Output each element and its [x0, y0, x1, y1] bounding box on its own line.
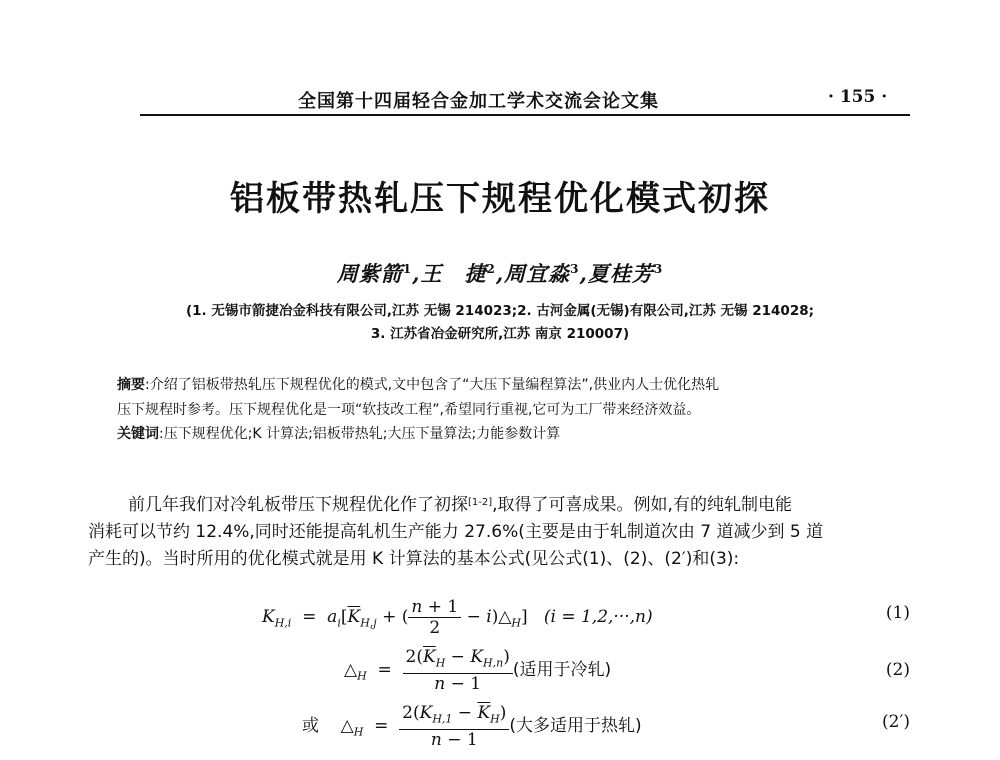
author-affil-mark: 1: [402, 262, 413, 276]
abstract-line: [117, 373, 907, 397]
body-text: 前几年我们对冷轧板带压下规程优化作了初探: [128, 495, 468, 515]
journal-header: 全国第十四届轻合金加工学术交流会论文集: [298, 91, 659, 112]
author-affil-mark: 3: [570, 262, 580, 276]
keywords-text: :压下规程优化;K 计算法;铝板带热轧;大压下量算法;力能参数计算: [159, 426, 561, 442]
body-paragraph-line: [88, 492, 918, 519]
keywords-label: 关键词: [117, 426, 159, 442]
equation-number: (1): [885, 603, 910, 623]
equation-condition: (i = 1,2,···,n): [543, 607, 653, 627]
header-rule: [140, 114, 910, 116]
author-name: 夏桂芳: [587, 261, 654, 286]
body-paragraph-line: 产生的)。当时所用的优化模式就是用 K 计算法的基本公式(见公式(1)、(2)、(2′)和(3):: [88, 549, 740, 569]
author-affil-mark: 3: [653, 262, 664, 276]
equation-prefix: 或: [302, 716, 319, 737]
author-list: 周紫箭$^1$,王 捷$^2$,周宜淼$^3$,夏桂芳$^3$: [336, 261, 664, 286]
keywords-line: [117, 422, 907, 446]
affiliation-line: 3. 江苏省冶金研究所,江苏 南京 210007): [370, 326, 630, 342]
citation-ref: [1-2]: [468, 497, 493, 508]
abstract-label: 摘要: [117, 377, 145, 393]
author-name: 周紫箭: [336, 261, 403, 286]
body-paragraph-line: 消耗可以节约 12.4%,同时还能提高轧机生产能力 27.6%(主要是由于轧制道次由 7 道减少到 5 道: [88, 522, 824, 542]
page-number: · 155 ·: [828, 87, 888, 107]
abstract-text: :介绍了铝板带热轧压下规程优化的模式,文中包含了“大压下量编程算法”,供业内人士优化热轧: [145, 377, 720, 393]
equation-note: (适用于冷轧): [512, 660, 612, 681]
equation-number: (2): [885, 660, 910, 680]
affiliation-line: (1. 无锡市箭捷冶金科技有限公司,江苏 无锡 214023;2. 古河金属(无锡)有限公司,江苏 无锡 214028;: [185, 303, 815, 319]
author-affil-mark: 2: [486, 262, 496, 276]
author-name: 王 捷: [420, 261, 487, 286]
equation-2-prime: 或 $\triangle_H$ = $\frac{2(K_{H,1} - \overline{K}_H)}{n - 1}$ (大多适用于热轧): [302, 703, 642, 751]
author-name: 周宜淼: [504, 261, 571, 286]
paper-title: 铝板带热轧压下规程优化模式初探: [230, 179, 770, 219]
equation-number: (2′): [882, 712, 910, 732]
body-text: ,取得了可喜成果。例如,有的纯轧制电能: [492, 495, 792, 515]
equation-2: $\triangle_H$ = $\frac{2(\overline{K}_H - K_{H,n})}{n - 1}$ (适用于冷轧): [344, 647, 612, 695]
equation-1: $K_{H,i} = a_i[\overline{K}_{H,j}$ + ( $\frac{n + 1}{2}$ − $i)\triangle_H$] (i = 1,2,···,n): [262, 597, 653, 638]
abstract-line: 压下规程时参考。压下规程优化是一项“软技改工程”,希望同行重视,它可为工厂带来经济效益。: [117, 402, 701, 418]
equation-note: (大多适用于热轧): [509, 716, 642, 737]
